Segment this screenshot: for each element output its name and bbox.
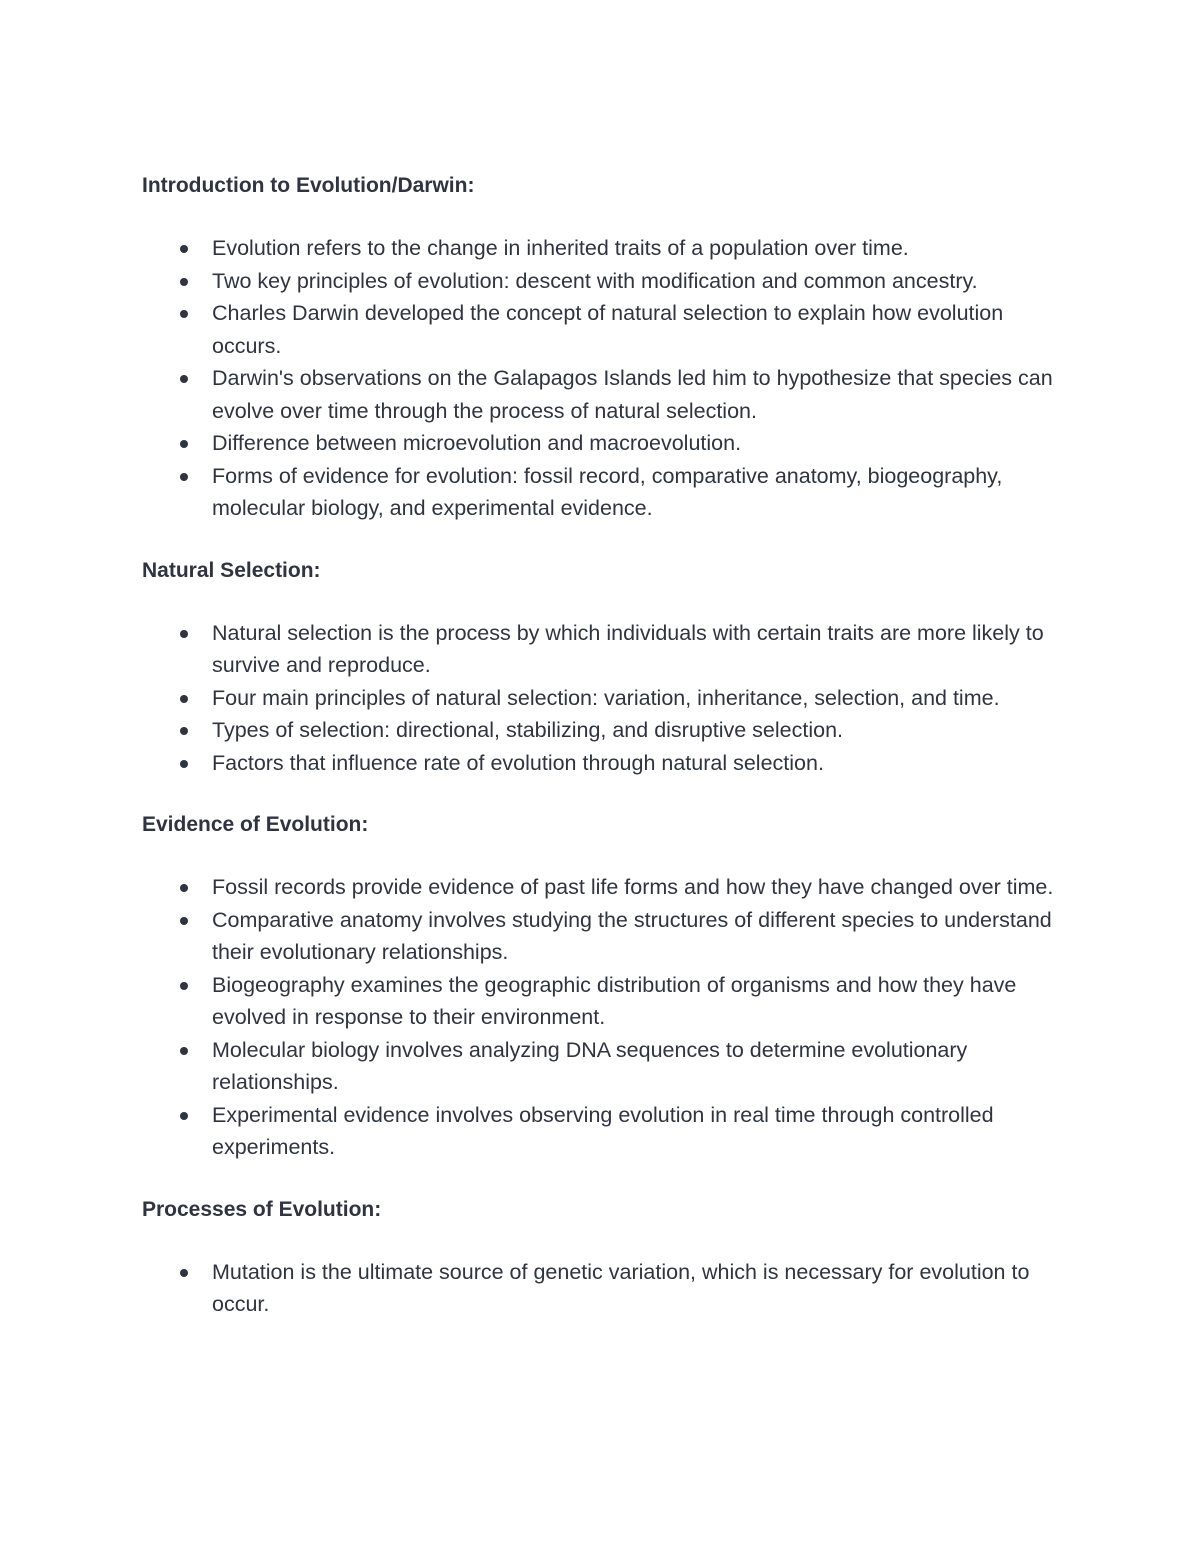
bullet-list: [142, 617, 1062, 780]
bullet-icon: [180, 440, 188, 448]
bullet-icon: [180, 760, 188, 768]
list-item-text: Fossil records provide evidence of past life forms and how they have changed over time.: [212, 875, 1054, 899]
section-heading: Evidence of Evolution:: [142, 813, 369, 836]
document-content: [142, 170, 1062, 1351]
list-item: [142, 1034, 1062, 1099]
list-item-text: Mutation is the ultimate source of genetic variation, which is necessary for evolution to occur.: [212, 1259, 1030, 1316]
list-item-text: Factors that influence rate of evolution through natural selection.: [212, 750, 824, 775]
bullet-icon: [180, 278, 188, 286]
list-item-text: Natural selection is the process by which individuals with certain traits are more likely to survive and reproduce.: [212, 620, 1044, 677]
list-item-text: Charles Darwin developed the concept of natural selection to explain how evolution occurs.: [212, 301, 1004, 358]
bullet-icon: [180, 1112, 188, 1120]
list-item-text: Comparative anatomy involves studying the structures of different species to understand their evolutionary relationships.: [212, 907, 1052, 964]
list-item: [142, 362, 1062, 427]
bullet-icon: [180, 310, 188, 318]
section-heading: Introduction to Evolution/Darwin:: [142, 174, 475, 197]
list-item: [142, 747, 1062, 780]
section-natural-selection: [142, 555, 1062, 780]
bullet-list: [142, 871, 1062, 1164]
bullet-icon: [180, 245, 188, 253]
bullet-icon: [180, 630, 188, 638]
section-intro-evolution: [142, 170, 1062, 525]
list-item: [142, 871, 1062, 904]
section-processes-of-evolution: [142, 1194, 1062, 1321]
list-item-text: Evolution refers to the change in inherited traits of a population over time.: [212, 236, 909, 260]
section-heading: Processes of Evolution:: [142, 1197, 382, 1221]
list-item: [142, 265, 1062, 298]
bullet-list: [142, 1256, 1062, 1321]
list-item-text: Two key principles of evolution: descent with modification and common ancestry.: [212, 268, 978, 293]
bullet-icon: [180, 695, 188, 703]
bullet-icon: [180, 727, 188, 735]
section-evidence-of-evolution: [142, 809, 1062, 1164]
list-item-text: Four main principles of natural selection: variation, inheritance, selection, and time.: [212, 685, 1000, 710]
list-item-text: Types of selection: directional, stabilizing, and disruptive selection.: [212, 718, 844, 742]
list-item: [142, 904, 1062, 969]
bullet-icon: [180, 884, 188, 892]
bullet-icon: [180, 473, 188, 481]
list-item: [142, 427, 1062, 460]
list-item: [142, 1099, 1062, 1164]
list-item: [142, 617, 1062, 682]
bullet-icon: [180, 1269, 188, 1277]
list-item: [142, 232, 1062, 265]
list-item: [142, 460, 1062, 525]
list-item-text: Difference between microevolution and macroevolution.: [212, 431, 742, 455]
list-item: [142, 714, 1062, 747]
list-item: [142, 1256, 1062, 1321]
list-item: [142, 297, 1062, 362]
list-item-text: Molecular biology involves analyzing DNA sequences to determine evolutionary relationships.: [212, 1037, 968, 1094]
list-item: [142, 682, 1062, 715]
section-heading: Natural Selection:: [142, 558, 321, 582]
bullet-icon: [180, 917, 188, 925]
list-item: [142, 969, 1062, 1034]
bullet-icon: [180, 1047, 188, 1055]
bullet-icon: [180, 982, 188, 990]
bullet-list: [142, 232, 1062, 525]
list-item-text: Biogeography examines the geographic distribution of organisms and how they have evolved in response to their environment.: [212, 972, 1017, 1029]
list-item-text: Forms of evidence for evolution: fossil record, comparative anatomy, biogeography, molecular biology, and experimental evidence.: [212, 463, 1003, 520]
list-item-text: Darwin's observations on the Galapagos Islands led him to hypothesize that species can evolve over time through the process of natural selection.: [212, 366, 1053, 423]
list-item-text: Experimental evidence involves observing evolution in real time through controlled experiments.: [212, 1102, 994, 1159]
bullet-icon: [180, 375, 188, 383]
